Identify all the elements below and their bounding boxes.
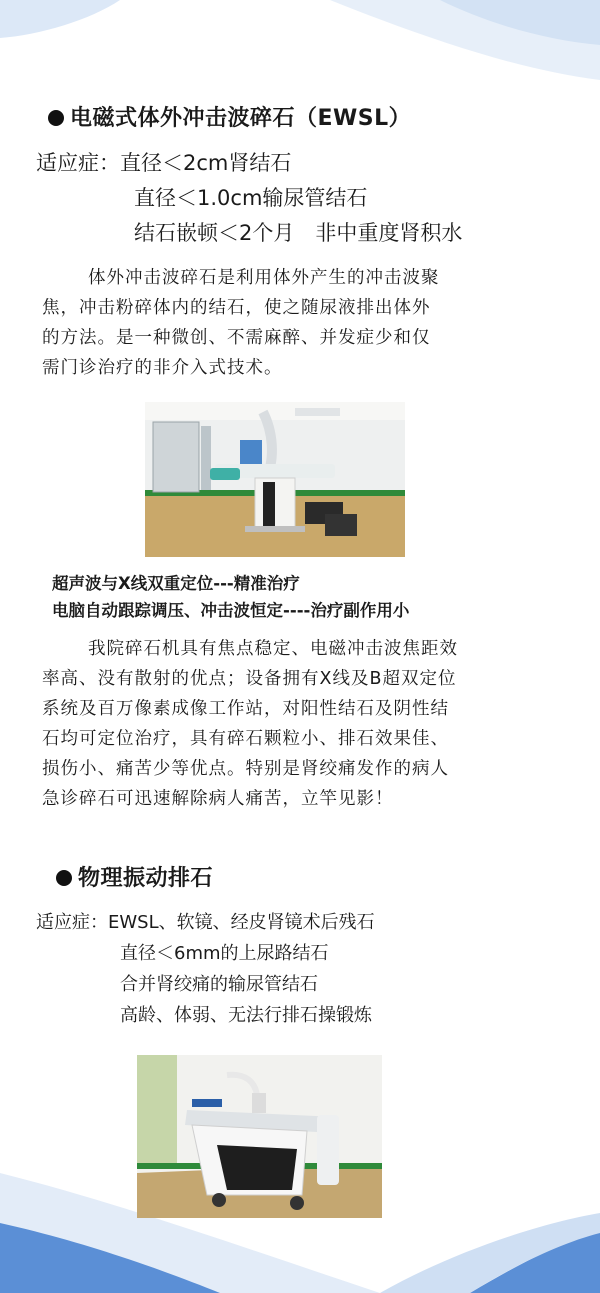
indication-item: 高龄、体弱、无法行排石操锻炼 (120, 1005, 372, 1026)
section-title-text: 电磁式体外冲击波碎石（EWSL） (70, 106, 412, 131)
detail-line: 损伤小、痛苦少等优点。特别是肾绞痛发作的病人 (42, 759, 449, 779)
ewsl-description (42, 263, 562, 383)
indication-item: 合并肾绞痛的输尿管结石 (120, 974, 318, 995)
indication-item: 结石嵌顿＜2个月 非中重度肾积水 (134, 221, 463, 245)
detail-line: 急诊碎石可迅速解除病人痛苦，立竿见影！ (42, 789, 394, 809)
caption-dual-positioning: 超声波与X线双重定位---精准治疗 (52, 574, 300, 593)
description-line: 体外冲击波碎石是利用体外产生的冲击波聚 (88, 268, 440, 288)
caption-auto-tracking: 电脑自动跟踪调压、冲击波恒定----治疗副作用小 (52, 601, 410, 620)
description-line: 焦，冲击粉碎体内的结石，使之随尿液排出体外 (42, 298, 431, 318)
section-title-ewsl (48, 101, 411, 132)
detail-line: 系统及百万像素成像工作站，对阳性结石及阴性结 (42, 699, 449, 719)
indication-item: EWSL、软镜、经皮肾镜术后残石 (108, 912, 375, 933)
detail-line: 石均可定位治疗，具有碎石颗粒小、排石效果佳、 (42, 729, 449, 749)
detail-line: 率高、没有散射的优点；设备拥有X线及B超双定位 (42, 669, 457, 689)
detail-line: 我院碎石机具有焦点稳定、电磁冲击波焦距效 (88, 639, 458, 659)
bullet-dot-icon (56, 870, 72, 886)
vibration-machine-photo (137, 1055, 382, 1218)
indications-label: 适应症： (36, 151, 120, 175)
indications-row (36, 147, 291, 177)
indication-item: 直径＜1.0cm输尿管结石 (134, 186, 368, 210)
description-line: 需门诊治疗的非介入式技术。 (42, 358, 283, 378)
bullet-dot-icon (48, 110, 64, 126)
ewsl-detail (42, 634, 562, 814)
indications-row (36, 908, 375, 934)
indication-item: 直径＜6mm的上尿路结石 (120, 943, 329, 964)
section-title-vibration (56, 861, 213, 892)
description-line: 的方法。是一种微创、不需麻醉、并发症少和仅 (42, 328, 431, 348)
section-title-text: 物理振动排石 (78, 866, 214, 891)
lithotripter-photo (145, 402, 405, 557)
indication-item: 直径＜2cm肾结石 (120, 151, 292, 175)
indications-label: 适应症： (36, 912, 108, 933)
